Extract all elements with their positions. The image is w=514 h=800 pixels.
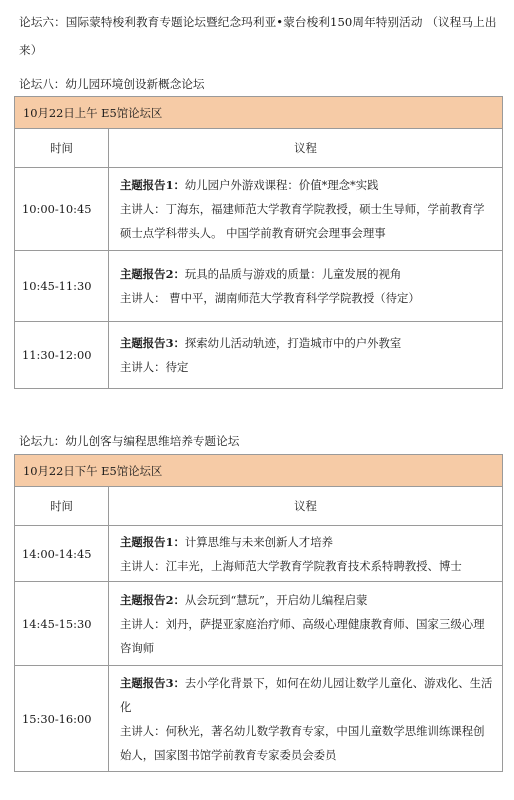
report-title: 去小学化背景下，如何在幼儿园让数学儿童化、游戏化、生活化 <box>120 675 493 714</box>
speaker-info: 主讲人：刘丹，萨提亚家庭治疗师、高级心理健康教育师、国家三级心理咨询师 <box>120 616 485 655</box>
session-agenda <box>109 251 503 322</box>
column-header-agenda: 议程 <box>109 129 503 168</box>
session-time: 11:30-12:00 <box>15 322 109 389</box>
forum-nine-title: 论坛九：幼儿创客与编程思维培养专题论坛 <box>19 434 240 448</box>
report-title: 幼儿园户外游戏课程：价值*理念*实践 <box>184 178 379 192</box>
forum-eight-title: 论坛八：幼儿园环境创设新概念论坛 <box>19 77 205 91</box>
table-row <box>15 251 503 322</box>
speaker-info: 主讲人：何秋光，著名幼儿数学教育专家，中国儿童数学思维训练课程创始人，国家图书馆学前教育专家委员会委员 <box>120 723 485 762</box>
table-row <box>15 582 503 666</box>
report-title: 从会玩到“慧玩”，开启幼儿编程启蒙 <box>184 592 368 607</box>
table-row <box>15 666 503 772</box>
speaker-info: 主讲人：待定 <box>120 360 189 374</box>
report-label: 主题报告1： <box>120 178 185 192</box>
session-time: 15:30-16:00 <box>15 666 109 772</box>
forum-eight-schedule-table <box>14 96 503 389</box>
column-header-agenda: 议程 <box>109 487 503 526</box>
speaker-info: 主讲人：丁海东，福建师范大学教育学院教授，硕士生导师，学前教育学硕士点学科带头人。 中国学前教育研究会理事会理事 <box>120 202 485 240</box>
session-agenda <box>109 322 503 389</box>
table-row <box>15 526 503 582</box>
forum-six-notice: 论坛六：国际蒙特梭利教育专题论坛暨纪念玛利亚•蒙台梭利150周年特别活动 （议程马上出来） <box>19 15 497 57</box>
report-label: 主题报告2： <box>120 592 185 607</box>
report-title: 玩具的品质与游戏的质量：儿童发展的视角 <box>184 267 402 281</box>
forum-nine-date-venue: 10月22日下午 E5馆论坛区 <box>15 455 503 487</box>
report-title: 探索幼儿活动轨迹，打造城市中的户外教室 <box>184 336 402 350</box>
report-label: 主题报告3： <box>120 336 185 350</box>
report-label: 主题报告1： <box>120 534 185 549</box>
speaker-info: 主讲人： 曹中平，湖南师范大学教育科学学院教授（待定） <box>120 291 420 305</box>
session-agenda <box>109 582 503 666</box>
session-time: 14:45-15:30 <box>15 582 109 666</box>
session-agenda <box>109 526 503 582</box>
forum-nine-schedule-table <box>14 454 503 772</box>
speaker-info: 主讲人：江丰光，上海师范大学教育学院教育技术系特聘教授、博士 <box>120 558 462 573</box>
report-label: 主题报告3： <box>120 675 185 690</box>
session-agenda <box>109 168 503 251</box>
report-title: 计算思维与未来创新人才培养 <box>184 534 333 549</box>
session-time: 10:00-10:45 <box>15 168 109 251</box>
session-agenda <box>109 666 503 772</box>
column-header-time: 时间 <box>15 129 109 168</box>
forum-eight-date-venue: 10月22日上午 E5馆论坛区 <box>15 97 503 129</box>
session-time: 14:00-14:45 <box>15 526 109 582</box>
session-time: 10:45-11:30 <box>15 251 109 322</box>
column-header-time: 时间 <box>15 487 109 526</box>
table-row <box>15 322 503 389</box>
report-label: 主题报告2： <box>120 267 185 281</box>
table-row <box>15 168 503 251</box>
